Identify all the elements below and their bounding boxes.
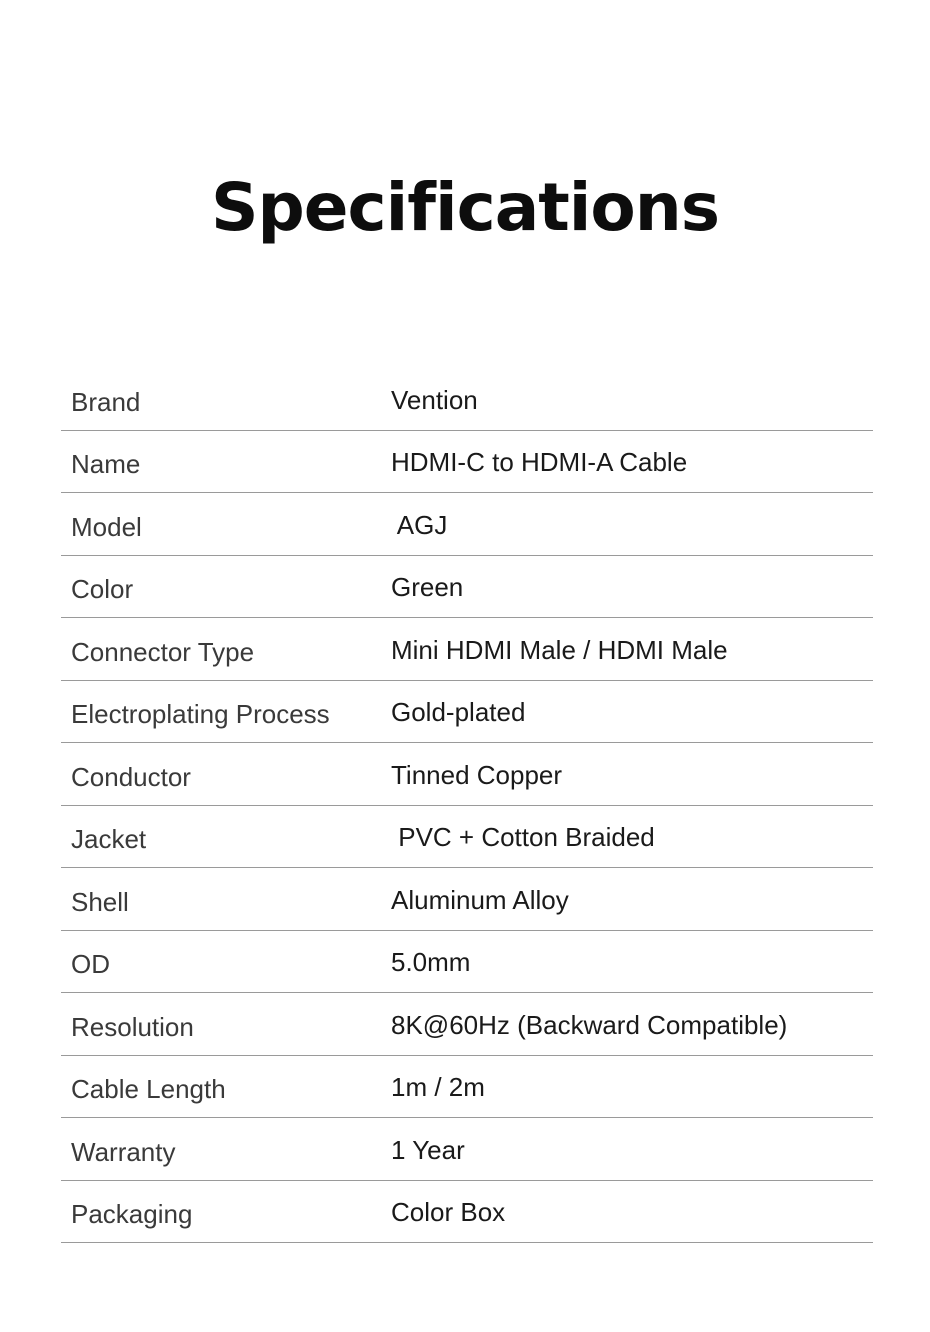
spec-label: Name [71, 449, 141, 479]
spec-label: Brand [71, 386, 141, 417]
spec-label: Packaging [71, 1199, 193, 1229]
spec-value: 5.0mm [391, 947, 471, 977]
spec-row-model [61, 493, 873, 556]
spec-row-warranty [61, 1118, 873, 1181]
spec-value: Tinned Copper [391, 759, 563, 790]
spec-value: AGJ [391, 509, 448, 540]
spec-row-name [61, 431, 873, 494]
spec-row-cable-length [61, 1056, 873, 1119]
spec-row-electroplating-process [61, 681, 873, 744]
spec-row-conductor [61, 743, 873, 806]
spec-label: Model [71, 511, 142, 542]
spec-value: PVC + Cotton Braided [391, 822, 655, 852]
spec-label: Connector Type [71, 636, 255, 667]
spec-value: Vention [391, 384, 478, 415]
spec-row-jacket [61, 806, 873, 869]
spec-row-connector-type [61, 618, 873, 681]
spec-row-od [61, 931, 873, 994]
spec-value: 1 Year [391, 1134, 465, 1165]
spec-label: Shell [71, 886, 129, 917]
spec-label: Electroplating Process [71, 699, 330, 729]
spec-value: Green [391, 572, 464, 602]
spec-label: Warranty [71, 1136, 176, 1167]
spec-label: Cable Length [71, 1074, 226, 1104]
spec-table [61, 368, 873, 1243]
page-title: Specifications [210, 169, 720, 246]
spec-label: Resolution [71, 1011, 194, 1042]
spec-value: 1m / 2m [391, 1072, 485, 1102]
spec-value: HDMI-C to HDMI-A Cable [391, 447, 688, 477]
spec-label: Jacket [71, 824, 147, 854]
spec-label: Color [71, 574, 134, 604]
spec-row-packaging [61, 1181, 873, 1244]
spec-row-resolution [61, 993, 873, 1056]
spec-value: 8K@60Hz (Backward Compatible) [391, 1009, 788, 1040]
spec-label: OD [71, 949, 110, 979]
spec-row-shell [61, 868, 873, 931]
spec-row-color [61, 556, 873, 619]
spec-label: Conductor [71, 761, 191, 792]
spec-value: Mini HDMI Male / HDMI Male [391, 634, 728, 665]
spec-value: Gold-plated [391, 697, 526, 727]
spec-value: Color Box [391, 1197, 506, 1227]
spec-row-brand [61, 368, 873, 431]
spec-value: Aluminum Alloy [391, 884, 569, 915]
